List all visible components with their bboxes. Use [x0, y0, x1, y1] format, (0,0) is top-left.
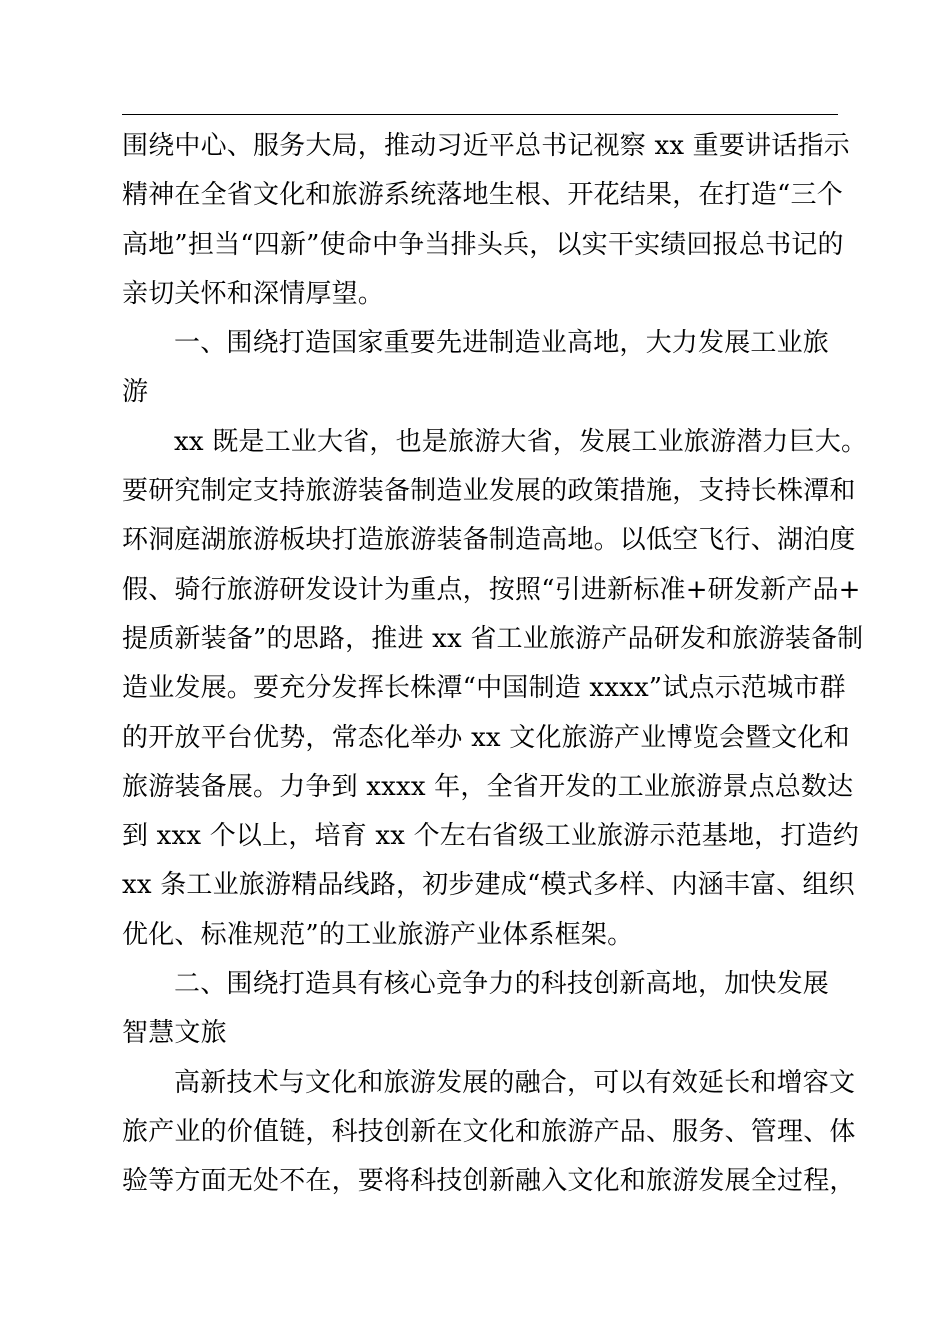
text-line: 要研究制定支持旅游装备制造业发展的政策措施，支持长株潭和	[122, 476, 856, 507]
text-line: 精神在全省文化和旅游系统落地生根、开花结果，在打造“三个	[122, 180, 843, 211]
text-line: 假、骑行旅游研发设计为重点，按照“引进新标准+研发新产品+	[122, 574, 861, 605]
text-line: 优化、标准规范”的工业旅游产业体系框架。	[122, 919, 634, 950]
header-rule	[122, 114, 838, 115]
text-line: 高新技术与文化和旅游发展的融合，可以有效延长和增容文	[174, 1067, 856, 1098]
text-line: 游	[122, 377, 149, 408]
text-line: 提质新装备”的思路，推进 xx 省工业旅游产品研发和旅游装备制	[122, 623, 864, 654]
text-line: 环洞庭湖旅游板块打造旅游装备制造高地。以低空飞行、湖泊度	[122, 525, 856, 556]
text-line: 二、围绕打造具有核心竞争力的科技创新高地，加快发展	[174, 969, 830, 1000]
text-line: 智慧文旅	[122, 1018, 227, 1049]
text-line: 造业发展。要充分发挥长株潭“中国制造 xxxx”试点示范城市群	[122, 673, 846, 704]
text-line: xx 既是工业大省，也是旅游大省，发展工业旅游潜力巨大。	[174, 426, 868, 457]
text-line: 高地”担当“四新”使命中争当排头兵，以实干实绩回报总书记的	[122, 229, 844, 260]
text-line: 围绕中心、服务大局，推动习近平总书记视察 xx 重要讲话指示	[122, 131, 850, 161]
text-line: 到 xxx 个以上，培育 xx 个左右省级工业旅游示范基地，打造约	[122, 821, 859, 852]
text-line: 旅游装备展。力争到 xxxx 年，全省开发的工业旅游景点总数达	[122, 771, 854, 802]
document-body	[122, 122, 868, 1207]
text-line: 旅产业的价值链，科技创新在文化和旅游产品、服务、管理、体	[122, 1116, 856, 1147]
text-line: 一、围绕打造国家重要先进制造业高地，大力发展工业旅	[174, 328, 830, 359]
text-line: xx 条工业旅游精品线路，初步建成“模式多样、内涵丰富、组织	[122, 870, 855, 901]
text-line: 亲切关怀和深情厚望。	[122, 278, 385, 309]
text-line: 的开放平台优势，常态化举办 xx 文化旅游产业博览会暨文化和	[122, 722, 850, 753]
text-line: 验等方面无处不在，要将科技创新融入文化和旅游发展全过程，	[122, 1166, 856, 1197]
